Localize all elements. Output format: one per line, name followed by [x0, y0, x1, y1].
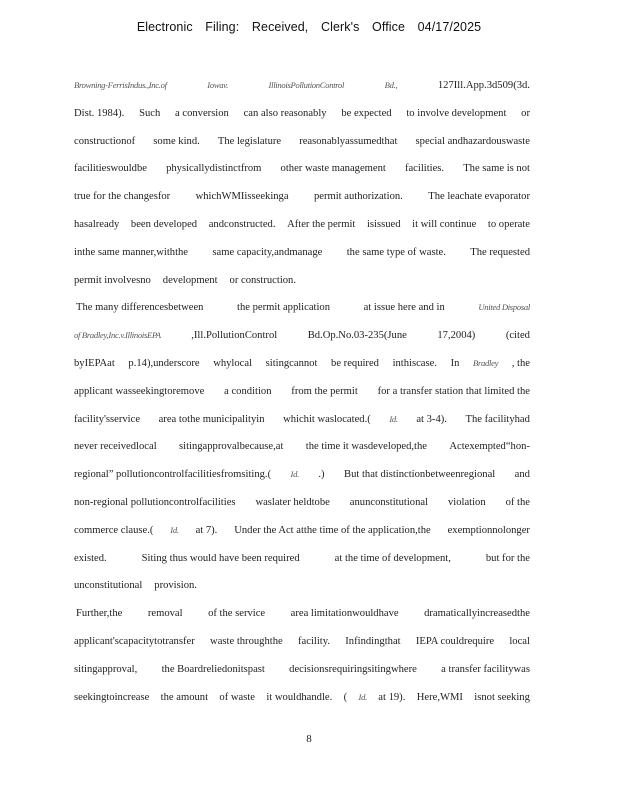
text-segment: to operate — [487, 218, 530, 230]
text-segment: p.14),underscore — [128, 357, 200, 369]
text-segment: existed. — [74, 552, 107, 564]
text-segment: byIEPAat — [74, 357, 115, 369]
text-segment: the same type of waste. — [346, 246, 446, 258]
text-segment: The requested — [470, 246, 530, 258]
citation-text: Id. — [358, 691, 367, 702]
text-segment: sitingapproval, — [74, 663, 138, 675]
text-segment: violation — [447, 496, 486, 508]
text-line — [74, 545, 530, 573]
text-segment: the Boardreliedonitspast — [161, 663, 265, 675]
text-segment: The facilityhad — [465, 413, 530, 425]
document-body — [74, 72, 530, 711]
text-segment: Actexempted“hon- — [449, 441, 530, 453]
text-segment: whylocal — [213, 357, 253, 369]
text-segment: isnot seeking — [474, 691, 530, 703]
text-segment: it wouldhandle. — [266, 691, 333, 703]
text-line — [74, 489, 530, 517]
text-line — [74, 239, 530, 267]
text-segment: a transfer facilitywas — [441, 663, 530, 675]
text-segment: 127Ill.App.3d509(3d. — [437, 80, 530, 91]
text-line — [74, 517, 530, 545]
text-segment: whichWMIisseekinga — [195, 191, 289, 203]
text-segment: hasalready — [74, 218, 120, 230]
citation-text: Iowav. — [207, 80, 228, 90]
text-segment: facility. — [298, 635, 330, 647]
text-segment: commerce clause.( — [74, 524, 154, 536]
text-line — [74, 183, 530, 211]
text-segment: provision. — [154, 580, 197, 592]
text-segment: sitingapprovalbecause,at — [179, 441, 284, 453]
text-segment: area tothe municipalityin — [158, 413, 265, 425]
text-segment: exemptionnolonger — [447, 524, 530, 536]
text-line — [74, 600, 530, 628]
text-segment: to involve development — [406, 107, 507, 119]
text-segment: facilities. — [404, 163, 445, 175]
text-segment: at issue here and in — [363, 302, 445, 314]
text-segment: the time it wasdeveloped,the — [305, 441, 427, 453]
text-segment: applicant wasseekingtoremove — [74, 385, 205, 397]
text-segment: whichit waslocated.( — [283, 413, 371, 425]
text-segment: anunconstitutional — [349, 496, 429, 508]
text-segment: Dist. 1984). — [74, 107, 125, 119]
text-segment: Siting thus would have been required — [141, 552, 300, 564]
text-line — [74, 656, 530, 684]
text-segment: area limitationwouldhave — [290, 608, 399, 620]
text-segment: special andhazardouswaste — [415, 135, 530, 147]
text-line — [74, 155, 530, 183]
text-segment: facility'sservice — [74, 413, 141, 425]
text-line — [74, 628, 530, 656]
text-segment: The legislature — [217, 135, 282, 147]
text-segment: it will continue — [412, 218, 477, 230]
text-segment: a condition — [224, 385, 272, 397]
text-segment: permit authorization. — [313, 191, 403, 203]
text-line — [74, 128, 530, 156]
text-segment: After the permit — [287, 218, 356, 230]
text-segment: a conversion — [175, 107, 229, 119]
text-segment: Here,WMI — [416, 691, 463, 703]
text-segment: seekingtoincrease — [74, 691, 150, 703]
text-segment: But that distinctionbetweenregional — [344, 469, 496, 481]
text-line — [74, 378, 530, 406]
text-segment: .) — [318, 469, 325, 481]
text-segment: Infindingthat — [345, 635, 401, 647]
citation-text: IllinoisPollutionControl — [268, 80, 345, 90]
text-segment: same capacity,andmanage — [212, 246, 323, 258]
text-segment: regional” pollutioncontrolfacilitiesfromsiting.( — [74, 469, 272, 481]
text-line — [74, 100, 530, 128]
page-number: 8 — [306, 733, 312, 745]
text-line — [74, 572, 530, 600]
text-line — [74, 350, 530, 378]
text-line — [74, 461, 530, 489]
text-segment: IEPA couldrequire — [415, 635, 495, 647]
text-segment: local — [509, 635, 530, 647]
text-segment: for a transfer station that limited the — [377, 385, 530, 397]
text-segment: at the time of development, — [334, 552, 451, 564]
text-segment: and — [514, 469, 530, 481]
text-segment: In — [450, 357, 460, 369]
text-segment: be expected — [341, 107, 392, 119]
text-segment: inthiscase. — [392, 357, 437, 369]
text-segment: been developed — [130, 218, 198, 230]
text-segment: waslater heldtobe — [255, 496, 330, 508]
citation-text: Id. — [389, 413, 398, 424]
citation-text: United Disposal — [478, 302, 530, 313]
text-segment: of the service — [208, 608, 266, 620]
text-segment: or construction. — [229, 274, 297, 286]
text-segment: unconstitutional — [74, 580, 143, 592]
text-segment: , the — [511, 357, 530, 369]
text-segment: at 3-4). — [416, 413, 447, 425]
text-segment: Under the Act atthe time of the application,the — [234, 524, 431, 536]
text-segment: of waste — [219, 691, 255, 703]
text-segment: be required — [331, 357, 379, 369]
text-segment: the permit application — [237, 302, 331, 314]
citation-text: Id. — [170, 524, 179, 535]
text-segment: from the permit — [291, 385, 358, 397]
text-segment: the amount — [160, 691, 209, 703]
text-segment: The many differencesbetween — [76, 302, 204, 314]
text-line — [74, 684, 530, 712]
text-segment: at 19). — [378, 691, 406, 703]
text-segment: waste throughthe — [210, 635, 283, 647]
text-segment: permit involvesno — [74, 274, 151, 286]
text-segment: decisionsrequiringsitingwhere — [289, 663, 417, 675]
text-segment: dramaticallyincreasedthe — [424, 608, 530, 620]
text-segment: isissued — [366, 218, 401, 230]
text-segment: of the — [505, 496, 530, 508]
text-segment: Such — [139, 107, 161, 119]
text-segment: Further,the — [76, 608, 123, 620]
efiling-header: Electronic Filing: Received, Clerk's Office 04/17/2025 — [136, 20, 482, 34]
text-segment: non-regional pollutioncontrolfacilities — [74, 496, 236, 508]
citation-text: Bradley — [473, 357, 499, 368]
text-segment: other waste management — [280, 163, 386, 175]
text-segment: facilitieswouldbe — [74, 163, 147, 175]
text-segment: at 7). — [195, 524, 218, 536]
text-line — [74, 267, 530, 295]
text-segment: sitingcannot — [265, 357, 318, 369]
citation-text: of Bradley,Inc.v.IllinoisEPA — [74, 330, 161, 341]
text-segment: (cited — [505, 330, 530, 342]
text-segment: 17,2004) — [437, 330, 476, 342]
text-segment: constructionof — [74, 135, 136, 147]
text-segment: andconstructed. — [208, 218, 276, 230]
text-segment: Bd.Op.No.03-235(June — [307, 330, 407, 342]
text-line — [74, 294, 530, 322]
citation-text: Id. — [290, 469, 299, 480]
citation-text: Bd., — [384, 80, 398, 90]
text-segment: true for the changesfor — [74, 191, 171, 203]
text-segment: physicallydistinctfrom — [166, 163, 262, 175]
text-segment: but for the — [485, 552, 530, 564]
citation-text: Browning-FerrisIndus.,Inc.of — [74, 80, 167, 90]
text-segment: applicant'scapacitytotransfer — [74, 635, 195, 647]
text-line — [74, 72, 530, 100]
text-segment: The same is not — [463, 163, 530, 175]
text-segment: ,Ill.PollutionControl — [191, 330, 278, 342]
text-segment: development — [162, 274, 218, 286]
text-segment: ( — [343, 691, 348, 703]
text-segment: never receivedlocal — [74, 441, 157, 453]
text-segment: or — [521, 107, 530, 119]
text-line — [74, 433, 530, 461]
text-segment: The leachate evaporator — [428, 191, 530, 203]
text-segment: some kind. — [153, 135, 200, 147]
text-line — [74, 211, 530, 239]
text-segment: reasonablyassumedthat — [299, 135, 398, 147]
text-line — [74, 406, 530, 434]
text-line — [74, 322, 530, 350]
text-segment: inthe same manner,withthe — [74, 246, 189, 258]
text-segment: removal — [147, 608, 183, 620]
text-segment: can also reasonably — [243, 107, 327, 119]
